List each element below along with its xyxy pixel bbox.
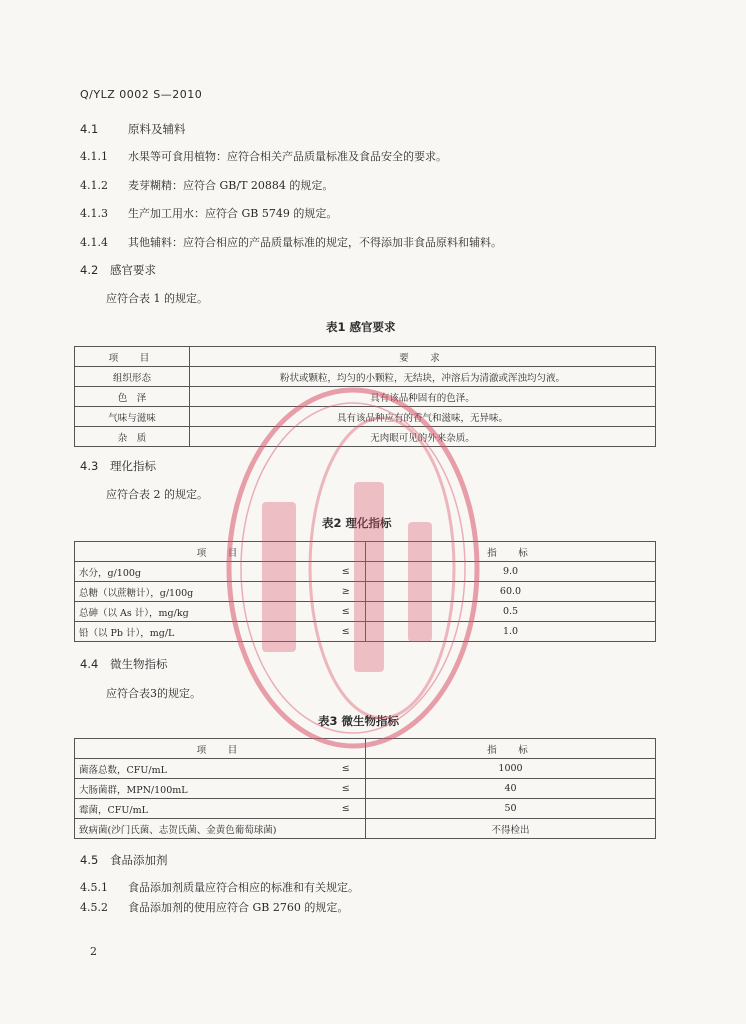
table1-cell: 色 泽 <box>75 387 190 407</box>
table3-cell: 1000 <box>366 759 656 779</box>
clause-4-5-2: 4.5.2 食品添加剂的使用应符合 GB 2760 的规定。 <box>80 901 349 914</box>
table2-cell: 0.5 <box>366 602 656 622</box>
clause-4-1-2: 4.1.2 麦芽糊精：应符合 GB/T 20884 的规定。 <box>80 179 334 192</box>
table3-cell <box>326 819 365 839</box>
table3-cell: 霉菌，CFU/mL <box>75 799 327 819</box>
table-row <box>75 367 656 387</box>
section-4-3: 4.3 理化指标 <box>80 459 156 473</box>
table-row <box>75 799 656 819</box>
table3-header-item: 项 目 <box>75 739 366 759</box>
table1-cell: 气味与滋味 <box>75 407 190 427</box>
table1-cell: 无肉眼可见的外来杂质。 <box>190 427 656 447</box>
table-row <box>75 622 656 642</box>
clause-4-3-text: 应符合表 2 的规定。 <box>106 488 208 501</box>
section-4-1: 4.1 原料及辅料 <box>80 122 186 136</box>
table2-header-item: 项 目 <box>75 542 366 562</box>
table2-header-index: 指 标 <box>366 542 656 562</box>
table1-cell: 具有该品种应有的香气和滋味，无异味。 <box>190 407 656 427</box>
table3-cell: ≤ <box>326 799 365 819</box>
table-row <box>75 602 656 622</box>
table1-cell: 粉状或颗粒，均匀的小颗粒，无结块，冲溶后为清澈或浑浊均匀液。 <box>190 367 656 387</box>
table3-cell: 大肠菌群，MPN/100mL <box>75 779 327 799</box>
table3-header-index: 指 标 <box>366 739 656 759</box>
table2-cell: 铅（以 Pb 计），mg/L <box>75 622 327 642</box>
clause-4-4-text: 应符合表3的规定。 <box>106 687 201 700</box>
table3-cell: 菌落总数，CFU/mL <box>75 759 327 779</box>
table3-cell: ≤ <box>326 759 365 779</box>
table2-cell: 60.0 <box>366 582 656 602</box>
table-row <box>75 582 656 602</box>
table2-cell: 水分，g/100g <box>75 562 327 582</box>
table-row <box>75 407 656 427</box>
table2-cell: 总糖（以蔗糖计），g/100g <box>75 582 327 602</box>
table2-cell: 总砷（以 As 计），mg/kg <box>75 602 327 622</box>
table-row <box>75 562 656 582</box>
clause-4-1-1: 4.1.1 水果等可食用植物：应符合相关产品质量标准及食品安全的要求。 <box>80 150 447 163</box>
clause-4-1-3: 4.1.3 生产加工用水：应符合 GB 5749 的规定。 <box>80 207 338 220</box>
clause-4-5-1: 4.5.1 食品添加剂质量应符合相应的标准和有关规定。 <box>80 881 359 894</box>
table2-cell: 9.0 <box>366 562 656 582</box>
section-4-2: 4.2 感官要求 <box>80 263 156 277</box>
table-row <box>75 819 656 839</box>
table3-caption: 表3 微生物指标 <box>318 714 400 728</box>
table-row <box>75 427 656 447</box>
table1-sensory <box>74 346 656 447</box>
table1-header-item: 项 目 <box>75 347 190 367</box>
table2-physchem <box>74 541 656 642</box>
table1-caption: 表1 感官要求 <box>326 320 396 334</box>
table3-micro <box>74 738 656 839</box>
table2-caption: 表2 理化指标 <box>322 516 392 530</box>
page-number: 2 <box>90 945 97 958</box>
table1-cell: 杂 质 <box>75 427 190 447</box>
table2-cell: ≤ <box>326 602 365 622</box>
table2-cell: ≥ <box>326 582 365 602</box>
table2-cell: 1.0 <box>366 622 656 642</box>
table3-cell: 致病菌(沙门氏菌、志贺氏菌、金黄色葡萄球菌) <box>75 819 327 839</box>
table2-cell: ≤ <box>326 562 365 582</box>
table-row <box>75 779 656 799</box>
section-4-5: 4.5 食品添加剂 <box>80 853 168 867</box>
standard-code: Q/YLZ 0002 S—2010 <box>80 88 203 101</box>
clause-4-2-text: 应符合表 1 的规定。 <box>106 292 208 305</box>
table1-header-requirement: 要 求 <box>190 347 656 367</box>
section-4-4: 4.4 微生物指标 <box>80 657 168 671</box>
table-row <box>75 387 656 407</box>
table3-cell: ≤ <box>326 779 365 799</box>
table2-cell: ≤ <box>326 622 365 642</box>
table-row <box>75 759 656 779</box>
table1-cell: 具有该品种固有的色泽。 <box>190 387 656 407</box>
table3-cell: 40 <box>366 779 656 799</box>
table1-cell: 组织形态 <box>75 367 190 387</box>
table3-cell: 50 <box>366 799 656 819</box>
table3-cell: 不得检出 <box>366 819 656 839</box>
clause-4-1-4: 4.1.4 其他辅料：应符合相应的产品质量标准的规定，不得添加非食品原料和辅料。 <box>80 236 502 249</box>
